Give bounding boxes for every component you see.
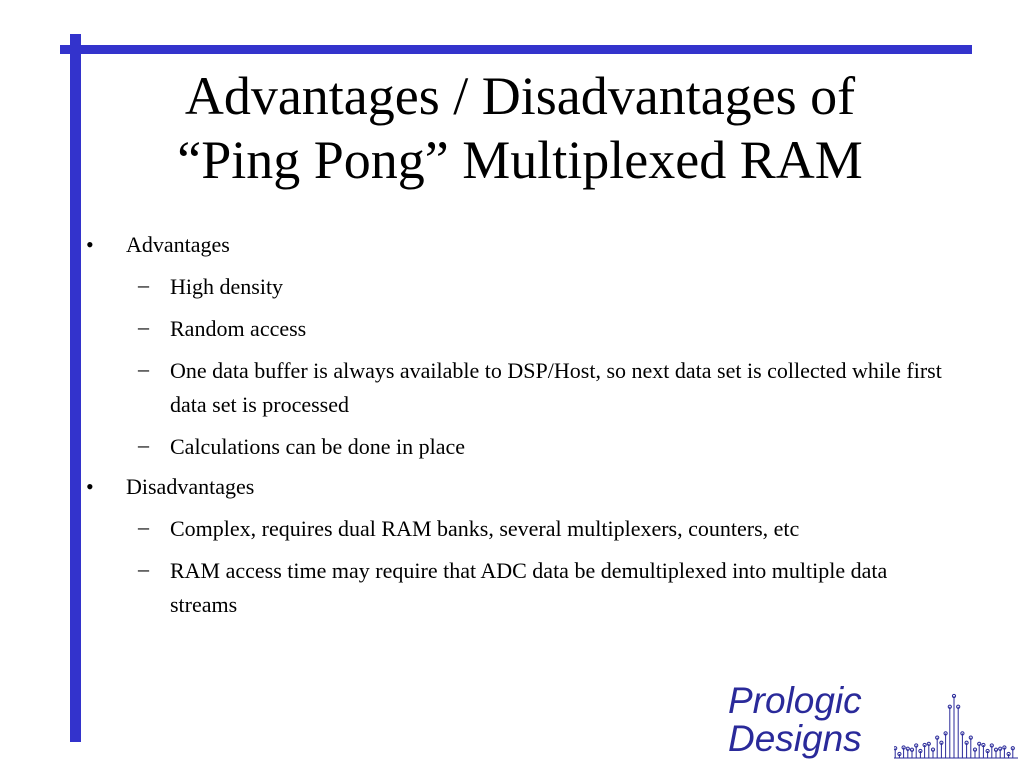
company-logo: [728, 682, 1024, 768]
dash-mark: –: [138, 356, 149, 381]
sub-bullet-text: Complex, requires dual RAM banks, several multiplexers, counters, etc: [170, 516, 800, 541]
sub-bullet-text: One data buffer is always available to DSP/Host, so next data set is collected while first data set is processed: [170, 358, 942, 417]
accent-bar-vertical: [70, 34, 81, 742]
sub-bullet: [86, 430, 966, 464]
bullet-mark: •: [86, 232, 94, 257]
bullet-label: Advantages: [126, 232, 230, 257]
dash-mark: –: [138, 272, 149, 297]
dash-mark: –: [138, 514, 149, 539]
bullet-label: Disadvantages: [126, 474, 255, 499]
sub-bullet: [86, 512, 820, 546]
bullet-disadvantages: [86, 472, 966, 502]
sub-bullet-text: Calculations can be done in place: [170, 434, 466, 459]
dash-mark: –: [138, 556, 149, 581]
dash-mark: –: [138, 314, 149, 339]
sub-bullet-text: RAM access time may require that ADC data be demultiplexed into multiple data streams: [170, 558, 888, 617]
logo-line-2: Designs: [728, 718, 862, 759]
bullet-mark: •: [86, 474, 94, 499]
sub-bullet: [86, 312, 966, 346]
sub-bullet: [86, 554, 890, 622]
sub-bullet-text: High density: [170, 274, 284, 299]
logo-line-1: Prologic: [728, 680, 862, 721]
slide-title: [100, 64, 940, 192]
title-line-2: “Ping Pong” Multiplexed RAM: [177, 130, 863, 190]
accent-bar-horizontal: [60, 45, 972, 54]
sinc-pulse-icon: [894, 690, 1022, 764]
title-line-1: Advantages / Disadvantages of: [184, 66, 856, 126]
sub-bullet-text: Random access: [170, 316, 307, 341]
bullet-advantages: [86, 230, 966, 260]
sub-bullet: [86, 270, 966, 304]
slide-body: [86, 230, 966, 630]
dash-mark: –: [138, 432, 149, 457]
sub-bullet: [86, 354, 966, 422]
logo-text: [728, 682, 862, 758]
